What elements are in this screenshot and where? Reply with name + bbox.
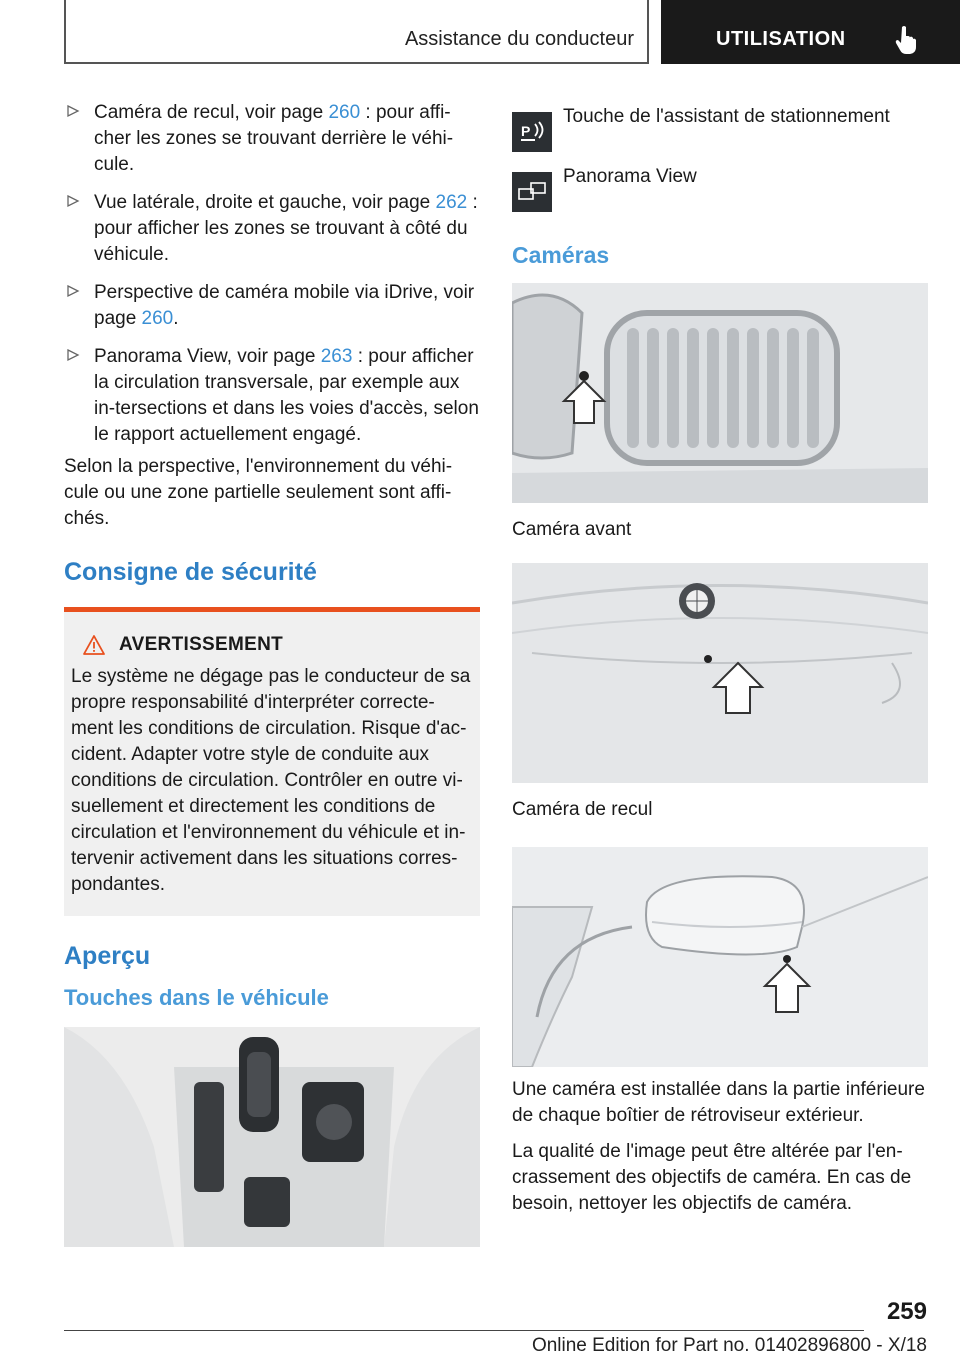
left-column	[64, 100, 480, 1247]
warning-triangle-icon	[83, 635, 105, 655]
mirror-camera-caption: Une caméra est installée dans la partie inférieure de chaque boîtier de rétroviseur extérieur.	[512, 1079, 925, 1126]
cameras-heading: Caméras	[512, 242, 610, 268]
list-item: Caméra de recul, voir page 260 : pour affi‐cher les zones se trouvant derrière le véhi‐cule.	[64, 100, 480, 178]
safety-heading: Consigne de sécurité	[64, 558, 317, 586]
triangle-bullet-icon	[66, 284, 80, 298]
header-chapter-tab[interactable]	[661, 0, 960, 64]
right-column	[512, 100, 928, 1217]
overview-heading: Aperçu	[64, 942, 151, 970]
header-section-title: Assistance du conducteur	[404, 28, 634, 50]
perspective-paragraph: Selon la perspective, l'environnement du véhi‐cule ou une zone partielle seulement sont affi‐chés.	[64, 456, 453, 529]
page-link[interactable]: 260	[328, 102, 361, 123]
parking-assistant-key-label: Touche de l'assistant de stationnement	[563, 106, 890, 127]
page-link[interactable]: 262	[435, 192, 468, 213]
footer-edition: Online Edition for Part no. 01402896800 - X/18	[531, 1335, 927, 1356]
triangle-bullet-icon	[66, 348, 80, 362]
panorama-key-row	[512, 166, 928, 212]
warning-box	[64, 607, 480, 916]
warning-title: AVERTISSEMENT	[119, 634, 284, 655]
triangle-bullet-icon	[66, 104, 80, 118]
list-item: Perspective de caméra mobile via iDrive, voir page 260.	[64, 280, 480, 332]
panorama-view-key-icon	[512, 172, 552, 212]
parking-assistant-key-icon	[512, 112, 552, 152]
front-camera-image	[512, 283, 928, 503]
page-link[interactable]: 260	[141, 308, 174, 329]
keys-heading: Touches dans le véhicule	[64, 985, 329, 1010]
mirror-camera-image	[512, 847, 928, 1067]
front-camera-caption: Caméra avant	[512, 519, 632, 540]
parking-assistant-key-row	[512, 106, 928, 152]
pointing-hand-icon	[893, 24, 921, 54]
panorama-view-key-label: Panorama View	[563, 166, 697, 187]
rear-camera-caption: Caméra de recul	[512, 799, 653, 820]
rear-camera-image	[512, 563, 928, 783]
list-item: Vue latérale, droite et gauche, voir page 262 : pour afficher les zones se trouvant à côté du véhicule.	[64, 190, 480, 268]
chapter-tab-label: UTILISATION	[716, 28, 846, 50]
warning-title-row	[83, 634, 472, 656]
page-link[interactable]: 263	[320, 346, 353, 367]
list-item: Panorama View, voir page 263 : pour afficher la circulation transversale, par exemple aux in‐tersections et dans les voies d'accès, selon le rapport actuellement engagé.	[64, 344, 480, 448]
footer-divider	[64, 1330, 864, 1331]
console-keys-image	[64, 1027, 480, 1247]
warning-text: Le système ne dégage pas le conducteur de sa propre responsabilité d'interpréter correcte‐ment les conditions de circulation. Risque d'ac‐cident. Adapter votre style de conduite aux conditions de circulation. Contrôler en outre vi‐suellement et directement les conditions de circulation et l'environnement du véhicule et in‐tervenir activement dans les situations corres‐pondantes.	[71, 666, 471, 895]
triangle-bullet-icon	[66, 194, 80, 208]
svg-text:P: P	[521, 123, 531, 139]
lens-cleaning-paragraph: La qualité de l'image peut être altérée par l'en‐crassement des objectifs de caméra. En cas de besoin, nettoyer les objectifs de caméra.	[512, 1141, 912, 1214]
page-number: 259	[886, 1298, 927, 1325]
